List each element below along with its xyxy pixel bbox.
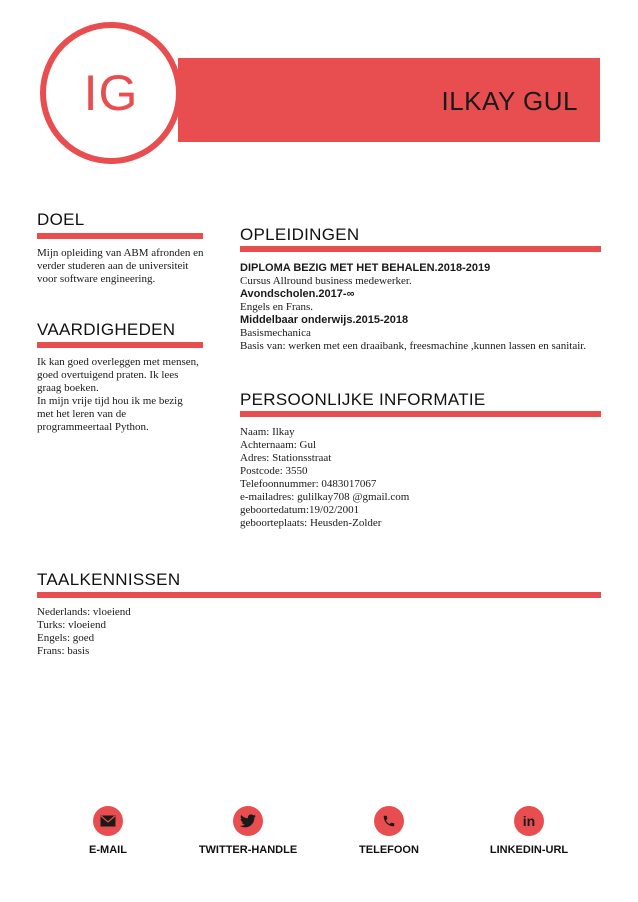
email-icon[interactable] <box>93 806 123 836</box>
doel-line: voor software engineering. <box>37 273 156 285</box>
persoonlijk-line: geboortedatum:19/02/2001 <box>240 504 360 516</box>
taal-line: Frans: basis <box>37 645 90 657</box>
persoonlijk-text <box>240 426 540 530</box>
opleiding-title: DIPLOMA BEZIG MET HET BEHALEN.2018-2019 <box>240 262 491 274</box>
persoonlijk-line: Adres: Stationsstraat <box>240 452 332 464</box>
opleidingen-list <box>240 262 610 353</box>
vaardigheden-line: graag boeken. <box>37 382 99 394</box>
twitter-icon[interactable] <box>233 806 263 836</box>
doel-divider <box>37 233 203 239</box>
taal-line: Turks: vloeiend <box>37 619 106 631</box>
taalkennissen-text <box>37 606 337 658</box>
taal-line: Nederlands: vloeiend <box>37 606 131 618</box>
persoonlijk-line: Naam: Ilkay <box>240 426 295 438</box>
persoonlijk-line: Achternaam: Gul <box>240 439 317 451</box>
opleidingen-divider <box>240 246 601 252</box>
contact-label-email: E-MAIL <box>89 844 127 856</box>
opleiding-desc: Engels en Frans. <box>240 301 314 313</box>
vaardigheden-heading: VAARDIGHEDEN <box>37 320 176 339</box>
persoonlijk-line: Postcode: 3550 <box>240 465 308 477</box>
initials: IG <box>83 65 139 121</box>
persoonlijk-divider <box>240 411 601 417</box>
opleiding-title: Middelbaar onderwijs.2015-2018 <box>240 314 409 326</box>
persoonlijk-line: geboorteplaats: Heusden-Zolder <box>240 517 382 529</box>
vaardigheden-text <box>37 356 207 434</box>
doel-heading: DOEL <box>37 210 85 229</box>
persoonlijk-line: Telefoonnummer: 0483017067 <box>240 478 377 490</box>
doel-line: verder studeren aan de universiteit <box>37 260 189 272</box>
vaardigheden-line: programmeertaal Python. <box>37 421 149 433</box>
vaardigheden-divider <box>37 342 203 348</box>
phone-icon[interactable] <box>374 806 404 836</box>
opleiding-title: Avondscholen.2017-∞ <box>240 288 355 300</box>
doel-text <box>37 247 207 286</box>
doel-line: Mijn opleiding van ABM afronden en <box>37 247 204 259</box>
linkedin-icon[interactable]: in <box>514 806 544 836</box>
taal-line: Engels: goed <box>37 632 95 644</box>
opleidingen-heading: OPLEIDINGEN <box>240 225 360 244</box>
contact-label-linkedin: LINKEDIN-URL <box>489 844 569 856</box>
opleiding-extra: Basis van: werken met een draaibank, freesmachine ,kunnen lassen en sanitair. <box>240 340 587 352</box>
opleiding-desc: Cursus Allround business medewerker. <box>240 275 412 287</box>
vaardigheden-line: Ik kan goed overleggen met mensen, <box>37 356 199 368</box>
taalkennissen-divider <box>37 592 601 598</box>
vaardigheden-line: In mijn vrije tijd hou ik me bezig <box>37 395 183 407</box>
full-name: ILKAY GUL <box>441 86 578 116</box>
taalkennissen-heading: TAALKENNISSEN <box>37 570 181 589</box>
persoonlijk-line: e-mailadres: gulilkay708 @gmail.com <box>240 491 410 503</box>
vaardigheden-line: met het leren van de <box>37 408 127 420</box>
opleiding-desc: Basismechanica <box>240 327 311 339</box>
contact-label-phone: TELEFOON <box>359 844 419 856</box>
vaardigheden-line: goed overtuigend praten. Ik lees <box>37 369 179 381</box>
persoonlijk-heading: PERSOONLIJKE INFORMATIE <box>240 390 486 409</box>
contact-label-twitter: TWITTER-HANDLE <box>198 844 298 856</box>
